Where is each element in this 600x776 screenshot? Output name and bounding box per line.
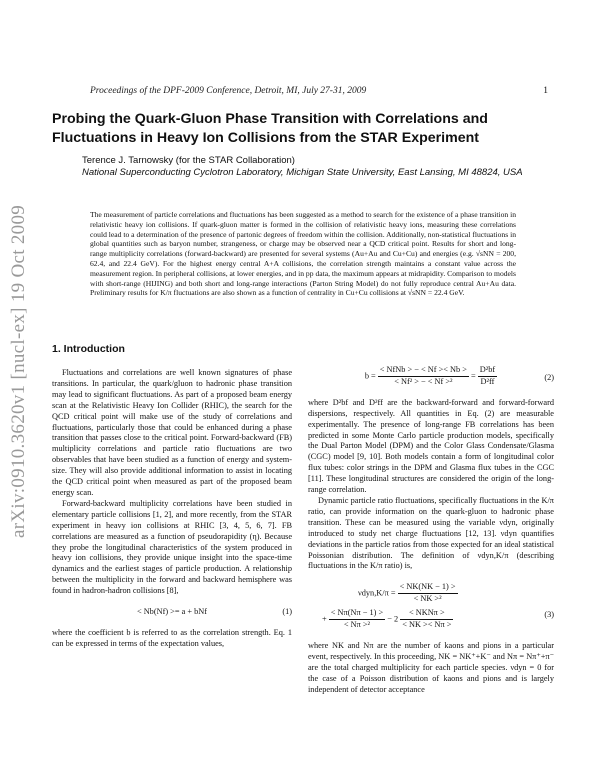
eq2-fraction-b	[478, 365, 497, 388]
right-column	[308, 365, 554, 695]
paper-title: Probing the Quark-Gluon Phase Transition with Correlations and Fluctuations in Heavy Ion Collisions from the STAR Experiment	[52, 111, 488, 146]
page-number: 1	[543, 86, 548, 96]
eq2-fraction-a	[378, 365, 469, 388]
paragraph: Dynamic particle ratio fluctuations, specifically fluctuations in the K/π ratio, can provide information on the quark-gluon to hadronic phase transition. These can be measured using the variable νdyn, originally introduced to study net charge fluctuations [12, 13]. νdyn quantifies deviations in the particle ratios from those expected for an ideal statistical Poissonian distribution. The definition of νdyn,K/π (describing fluctuations in the K/π ratio) is,	[308, 495, 554, 571]
abstract: The measurement of particle correlations and fluctuations has been suggested as a method to search for the existence of a phase transition in relativistic heavy ion collisions. If quark-gluon matter is formed in the collision of relativistic heavy ions, measuring these correlations could lead to a determination of the presence of partonic degrees of freedom within the collision. Additionally, non-statistical fluctuations in global quantities such as baryon number, strangeness, or charge may be observed near a QCD critical point. Results for short and long-range multiplicity correlations (forward-backward) are presented for several systems (Au+Au and Cu+Cu) and energies (e.g. √sNN = 200, 62.4, and 22.4 GeV). For the highest energy central A+A collisions, the correlation strength maintains a constant value across the measurement region. In peripheral collisions, at lower energies, and in pp data, the maximum appears at midrapidity. Comparison to models with short-range (HIJING) and both short and long-range interactions (Parton String Model) do not fully reproduce central Au+Au data. Preliminary results for K/π fluctuations are also shown as a function of centrality in Cu+Cu collisions at √sNN = 22.4 GeV.	[90, 210, 516, 298]
eq3-term-2	[329, 608, 385, 631]
eq3-term-1	[398, 582, 458, 605]
author-name: Terence J. Tarnowsky (for the STAR Collaboration)	[82, 155, 295, 166]
equation-2	[308, 365, 554, 388]
eq3-plus: +	[322, 614, 327, 624]
equation-number: (1)	[282, 607, 292, 617]
eq2-numerator-a: < NfNb > − < Nf >< Nb >	[378, 365, 469, 377]
left-column	[52, 368, 292, 650]
eq3-term-3	[400, 608, 453, 631]
eq3-term2-den: < Nπ >²	[343, 620, 371, 630]
arxiv-stamp: arXiv:0910.3620v1 [nucl-ex] 19 Oct 2009	[8, 204, 29, 538]
eq3-lhs: νdyn,K/π =	[358, 588, 396, 598]
author-block	[82, 155, 542, 179]
equation-body: < Nb(Nf) >= a + bNf	[136, 607, 208, 617]
eq3-minus: − 2	[387, 614, 399, 624]
eq2-denominator-b: D²ff	[480, 376, 495, 386]
paragraph: Fluctuations and correlations are well known signatures of phase transitions. In particular, the quark/gluon to hadronic phase transition may lead to significant fluctuations. As part of a proposed beam energy scan at the Relativistic Heavy Ion Collider (RHIC), the search for the QCD critical point will make use of the study of correlations and fluctuations, particularly those that could be enhanced during a phase transition that passes close to the critical point. Forward-backward (FB) multiplicity correlations and particle ratio fluctuations are two observables that have been studied as a function of energy and system-size. They will also provide additional information to assist in locating the QCD critical point when measured as part of the proposed beam energy scan.	[52, 368, 292, 497]
paragraph: where D²bf and D²ff are the backward-forward and forward-forward dispersions, respectively. All quantities in Eq. (2) are measurable experimentally. The presence of long-range FB correlations has been predicted in some Monte Carlo particle production models, specifically the Dual Parton Model (DPM) and the Color Glass Condensate/Glasma (CGC) model [9, 10]. Both models contain a form of longitudinal color flux tubes: color strings in the DPM and Glasma flux tubes in the CGC [11]. These longitudinal structures are considered the origin of the long-range correlation.	[308, 397, 554, 495]
eq3-term1-den: < NK >²	[413, 594, 442, 604]
equation-number: (2)	[544, 373, 554, 382]
section-title: 1. Introduction	[52, 343, 125, 355]
eq2-equals: =	[471, 371, 476, 381]
paragraph: Forward-backward multiplicity correlations have been studied in elementary particle collisions [1, 2], and more recently, from the STAR experiment in heavy ion collisions at RHIC [3, 4, 5, 6, 7]. FB correlations are measured as a function of pseudorapidity (η). Because they probe the longitudinal characteristics of the system produced in heavy ion collisions, they provide unique insight into the space-time dynamics and the earliest stages of particle production. A relationship between the multiplicity in the forward and backward hemisphere was found in hadron-hadron collisions [8],	[52, 498, 292, 596]
paragraph: where NK and Nπ are the number of kaons and pions in a particular event, respectively. In this proceeding, NK = NK⁺+K⁻ and Nπ = Nπ⁺+π⁻ are the total charged multiplicity for each particle species. νdyn = 0 for the case of a Poisson distribution of kaons and pions and is largely independent of detector acceptance	[308, 640, 554, 694]
eq2-numerator-b: D²bf	[478, 365, 497, 377]
running-head: Proceedings of the DPF-2009 Conference, Detroit, MI, July 27-31, 2009	[90, 86, 367, 96]
affiliation: National Superconducting Cyclotron Laboratory, Michigan State University, East Lansing, MI 48824, USA	[82, 167, 523, 178]
eq2-denominator-a: < Nf² > − < Nf >²	[394, 376, 453, 386]
equation-1	[52, 607, 292, 618]
eq3-term1-num: < NK(NK − 1) >	[398, 582, 458, 594]
eq3-term3-den: < NK >< Nπ >	[402, 620, 452, 630]
eq3-term2-num: < Nπ(Nπ − 1) >	[329, 608, 385, 620]
paragraph: where the coefficient b is referred to as the correlation strength. Eq. 1 can be expressed in terms of the expectation values,	[52, 627, 292, 648]
equation-3	[308, 582, 554, 631]
equation-number: (3)	[544, 610, 554, 620]
eq3-term3-num: < NKNπ >	[400, 608, 453, 620]
eq2-lhs: b =	[364, 371, 376, 381]
